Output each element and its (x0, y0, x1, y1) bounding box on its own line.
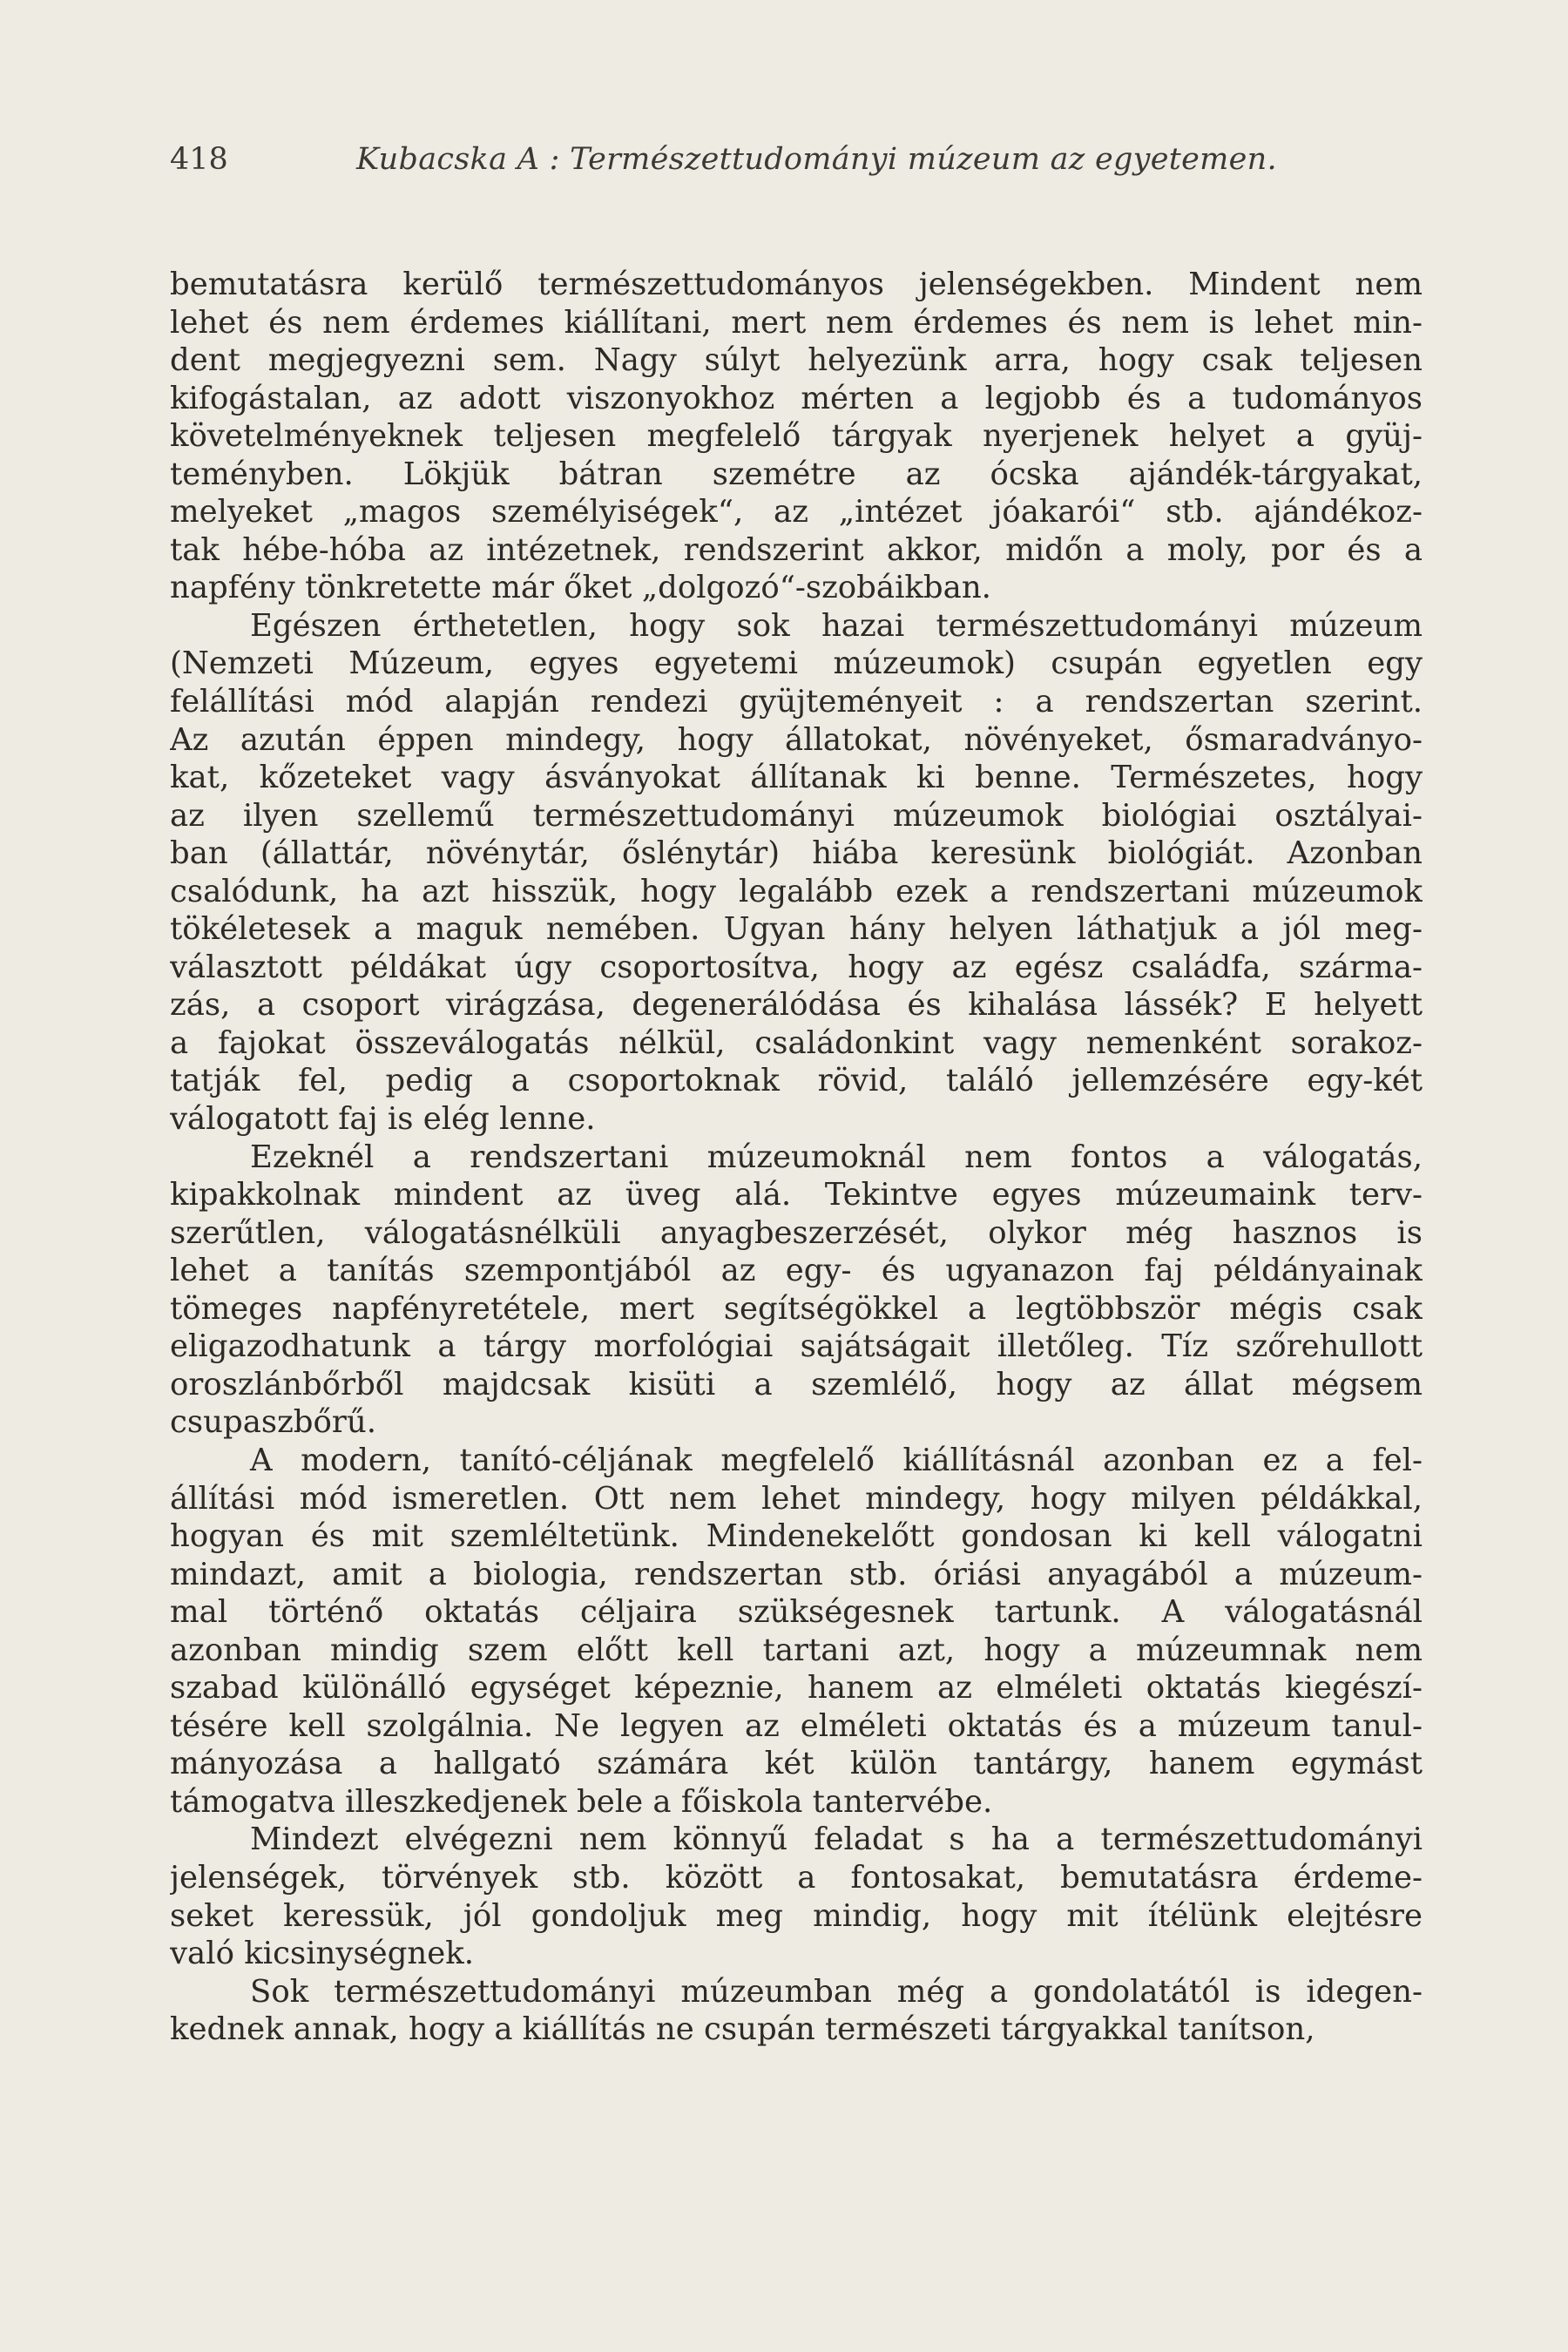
text-line: tésére kell szolgálnia. Ne legyen az elméleti oktatás és a múzeum tanul- (170, 1707, 1423, 1744)
running-head (170, 138, 1424, 181)
text-line: szabad különálló egységet képeznie, hanem az elméleti oktatás kiegészí- (170, 1670, 1423, 1707)
text-line: teményben. Lökjük bátran szemétre az ócska ajándék-tárgyakat, (170, 456, 1423, 492)
text-line: támogatva illeszkedjenek bele a főiskola tantervébe. (170, 1783, 993, 1820)
paragraph (170, 1821, 1423, 1972)
paragraph (170, 1442, 1423, 1821)
text-line: dent megjegyezni sem. Nagy súlyt helyezünk arra, hogy csak teljesen (170, 342, 1423, 379)
text-line: követelményeknek teljesen megfelelő tárgyak nyerjenek helyet a gyüj- (170, 418, 1423, 455)
text-line: Sok természettudományi múzeumban még a gondolatától is idegen- (250, 1973, 1423, 2010)
text-line: állítási mód ismeretlen. Ott nem lehet mindegy, hogy milyen példákkal, (170, 1480, 1423, 1517)
text-line: kifogástalan, az adott viszonyokhoz mérten a legjobb és a tudományos (170, 380, 1423, 416)
text-line: hogyan és mit szemléltetünk. Mindenekelőtt gondosan ki kell válogatni (170, 1518, 1423, 1555)
paragraph (170, 1139, 1423, 1442)
text-line: lehet a tanítás szempontjából az egy- és ugyanazon faj példányainak (170, 1253, 1423, 1289)
text-line: ban (állattár, növénytár, őslénytár) hiába keresünk biológiát. Azonban (170, 835, 1423, 872)
text-line: lehet és nem érdemes kiállítani, mert nem érdemes és nem is lehet min- (170, 304, 1423, 341)
text-line: seket keressük, jól gondoljuk meg mindig, hogy mit ítélünk elejtésre (170, 1897, 1423, 1934)
text-line: azonban mindig szem előtt kell tartani azt, hogy a múzeumnak nem (170, 1632, 1423, 1668)
text-line: zás, a csoport virágzása, degenerálódása és kihalása lássék? E helyett (170, 987, 1423, 1024)
text-line: Az azután éppen mindegy, hogy állatokat, növényeket, ősmaradványo- (170, 721, 1423, 758)
text-line: tömeges napfényretétele, mert segítségökkel a legtöbbször mégis csak (170, 1290, 1423, 1327)
paragraph (170, 607, 1423, 1139)
text-line: tökéletesek a maguk nemében. Ugyan hány helyen láthatjuk a jól meg- (170, 911, 1423, 948)
text-line: mányozása a hallgató számára két külön tantárgy, hanem egymást (170, 1746, 1423, 1782)
paragraph (170, 266, 1423, 607)
text-line: csalódunk, ha azt hisszük, hogy legalább ezek a rendszertani múzeumok (170, 873, 1423, 909)
text-line: eligazodhatunk a tárgy morfológiai sajátságait illetőleg. Tíz szőrehullott (170, 1328, 1423, 1365)
text-line: Egészen érthetetlen, hogy sok hazai természettudományi múzeum (250, 607, 1423, 644)
text-line: kipakkolnak mindent az üveg alá. Tekintve egyes múzeumaink terv- (170, 1177, 1423, 1213)
text-line: kat, kőzeteket vagy ásványokat állítanak ki benne. Természetes, hogy (170, 760, 1423, 796)
body-text (170, 266, 1423, 2049)
text-line: tatják fel, pedig a csoportoknak rövid, találó jellemzésére egy-két (170, 1063, 1423, 1099)
text-line: szerűtlen, válogatásnélküli anyagbeszerzését, olykor még hasznos is (170, 1214, 1423, 1251)
text-line: A modern, tanító-céljának megfelelő kiállításnál azonban ez a fel- (250, 1442, 1423, 1478)
text-line: oroszlánbőrből majdcsak kisüti a szemlélő, hogy az állat mégsem (170, 1366, 1423, 1402)
text-line: való kicsinységnek. (170, 1936, 475, 1972)
text-line: Ezeknél a rendszertani múzeumoknál nem fontos a válogatás, (250, 1139, 1423, 1175)
running-title: Kubacska A : Természettudományi múzeum az egyetemen. (356, 142, 1277, 177)
page-number: 418 (170, 142, 228, 177)
text-line: kednek annak, hogy a kiállítás ne csupán természeti tárgyakkal tanítson, (170, 2011, 1315, 2048)
text-line: válogatott faj is elég lenne. (170, 1101, 596, 1138)
paragraph (170, 1973, 1423, 2049)
text-line: felállítási mód alapján rendezi gyüjteményeit : a rendszertan szerint. (170, 684, 1423, 720)
text-line: mindazt, amit a biologia, rendszertan stb. óriási anyagából a múzeum- (170, 1556, 1423, 1592)
text-line: az ilyen szellemű természettudományi múzeumok biológiai osztályai- (170, 797, 1423, 834)
text-line: tak hébe-hóba az intézetnek, rendszerint akkor, midőn a moly, por és a (170, 531, 1423, 568)
text-line: mal történő oktatás céljaira szükségesnek tartunk. A válogatásnál (170, 1594, 1423, 1631)
text-line: bemutatásra kerülő természettudományos jelenségekben. Mindent nem (170, 267, 1423, 302)
text-line: választott példákat úgy csoportosítva, hogy az egész családfa, szárma- (170, 949, 1423, 985)
text-line: napfény tönkretette már őket „dolgozó“-szobáikban. (170, 570, 991, 606)
text-line: Mindezt elvégezni nem könnyű feladat s ha a természettudományi (250, 1821, 1423, 1858)
text-line: (Nemzeti Múzeum, egyes egyetemi múzeumok) csupán egyetlen egy (170, 645, 1423, 682)
text-line: melyeket „magos személyiségek“, az „intézet jóakarói“ stb. ajándékoz- (170, 494, 1423, 531)
text-line: jelenségek, törvények stb. között a fontosakat, bemutatásra érdeme- (170, 1859, 1423, 1896)
text-line: a fajokat összeválogatás nélkül, családonkint vagy nemenként sorakoz- (170, 1024, 1423, 1061)
text-line: csupaszbőrű. (170, 1404, 376, 1441)
